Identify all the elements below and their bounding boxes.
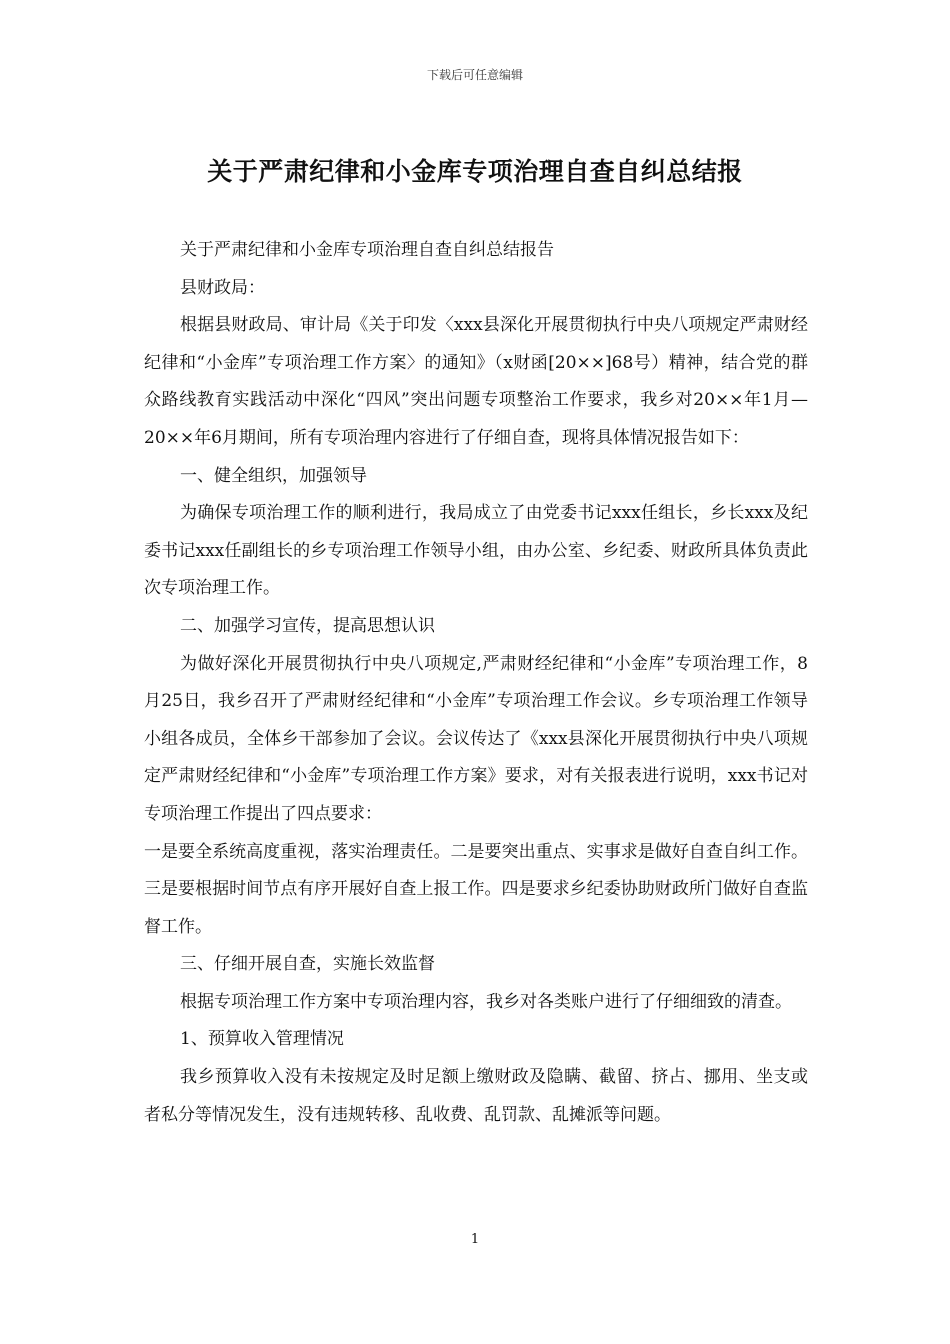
header-note: 下载后可任意编辑 bbox=[426, 68, 523, 82]
salutation: 县财政局： bbox=[180, 277, 265, 298]
section-2-requirements: 一是要全系统高度重视，落实治理责任。二是要突出重点、实事求是做好自查自纠工作。三是要根据时间节点有序开展好自查上报工作。四是要求乡纪委协助财政所门做好自查监督工作。 bbox=[144, 841, 808, 937]
section-1-paragraph: 为确保专项治理工作的顺利进行，我局成立了由党委书记xxx任组长，乡长xxx及纪委书记xxx任副组长的乡专项治理工作领导小组，由办公室、乡纪委、财政所具体负责此次专项治理工作。 bbox=[144, 503, 808, 599]
section-heading-3: 三、仔细开展自查，实施长效监督 bbox=[180, 954, 435, 975]
section-3-paragraph: 根据专项治理工作方案中专项治理内容，我乡对各类账户进行了仔细细致的清查。 bbox=[180, 991, 792, 1012]
section-heading-1: 一、健全组织，加强领导 bbox=[180, 465, 367, 486]
subsection-1-paragraph: 我乡预算收入没有未按规定及时足额上缴财政及隐瞒、截留、挤占、挪用、坐支或者私分等情况发生，没有违规转移、乱收费、乱罚款、乱摊派等问题。 bbox=[144, 1067, 808, 1125]
report-subtitle: 关于严肃纪律和小金库专项治理自查自纠总结报告 bbox=[180, 240, 554, 260]
section-heading-2: 二、加强学习宣传，提高思想认识 bbox=[180, 615, 435, 636]
section-2-paragraph: 为做好深化开展贯彻执行中央八项规定,严肃财经纪律和“小金库”专项治理工作，8月25日，我乡召开了严肃财经纪律和“小金库”专项治理工作会议。乡专项治理工作领导小组各成员，全体乡干部参加了会议。会议传达了《xxx县深化开展贯彻执行中央八项规定严肃财经纪律和“小金库”专项治理工作方案》要求，对有关报表进行说明，xxx书记对专项治理工作提出了四点要求： bbox=[144, 653, 808, 824]
page-number: 1 bbox=[470, 1232, 480, 1247]
subsection-heading-1: 1、预算收入管理情况 bbox=[180, 1029, 344, 1050]
document-title: 关于严肃纪律和小金库专项治理自查自纠总结报 bbox=[207, 157, 743, 186]
intro-paragraph: 根据县财政局、审计局《关于印发〈xxx县深化开展贯彻执行中央八项规定严肃财经纪律和“小金库”专项治理工作方案〉的通知》（x财函[20××]68号）精神，结合党的群众路线教育实践活动中深化“四风”突出问题专项整治工作要求，我乡对20××年1月—20××年6月期间，所有专项治理内容进行了仔细自查，现将具体情况报告如下： bbox=[144, 315, 808, 448]
document-body bbox=[144, 232, 808, 1134]
